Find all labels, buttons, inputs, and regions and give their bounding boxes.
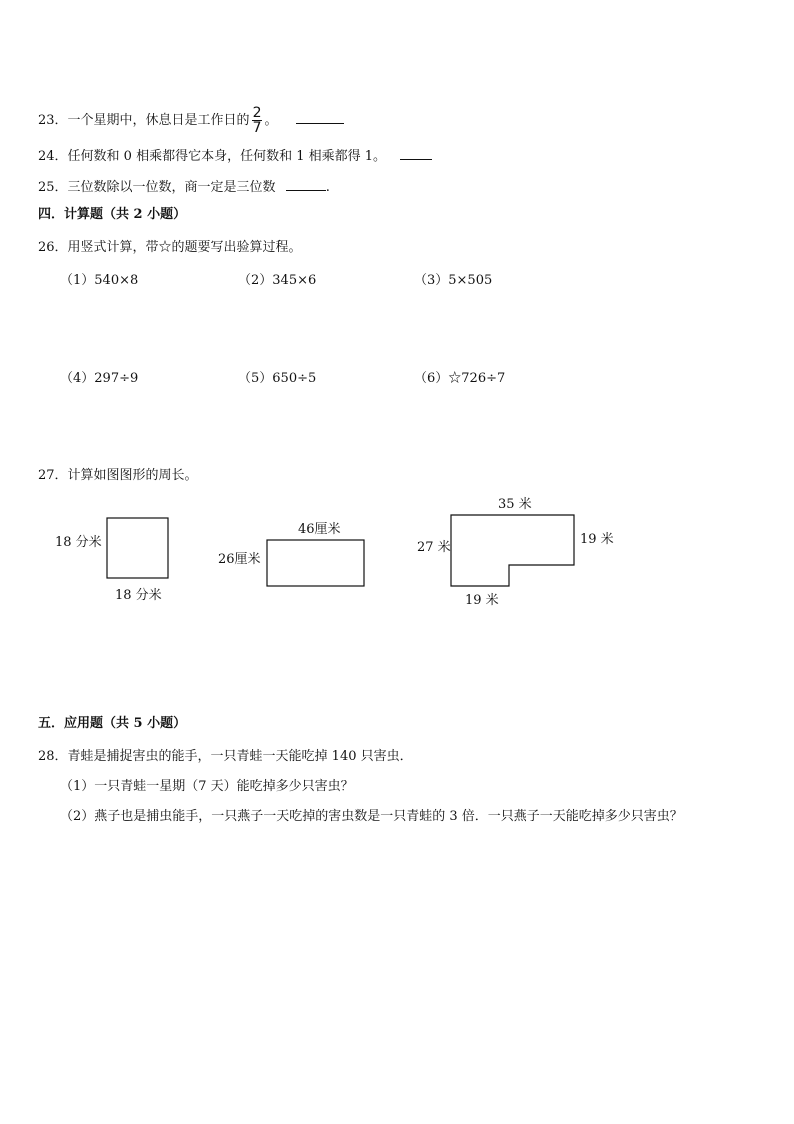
rectangle-top-label: 46厘米 (298, 522, 341, 537)
question-number: 24． (38, 149, 68, 164)
question-text: 青蛙是捕捉害虫的能手，一只青蛙一天能吃掉 140 只害虫． (67, 749, 413, 764)
l-shape-right-label: 19 米 (580, 532, 614, 547)
square-shape (107, 518, 168, 578)
calc-item-3: （3）5×505 (414, 273, 493, 288)
rectangle-left-label: 26厘米 (218, 552, 261, 567)
section-title-application: 五．应用题（共 5 小题） (38, 716, 187, 731)
question-text: 用竖式计算，带☆的题要写出验算过程。 (67, 240, 302, 255)
question-text-end: 。 (264, 113, 278, 128)
question-24 (38, 145, 432, 166)
answer-blank[interactable] (400, 145, 432, 160)
question-number: 28． (38, 749, 68, 764)
question-text: 任何数和 0 相乘都得它本身，任何数和 1 相乘都得 1。 (67, 149, 387, 164)
question-text: 计算如图图形的周长。 (67, 468, 198, 483)
question-28-sub-2: （2）燕子也是捕虫能手，一只燕子一天吃掉的害虫数是一只青蛙的 3 倍．一只燕子一天能吃掉多少只害虫？ (60, 809, 683, 824)
question-28-sub-1: （1）一只青蛙一星期（7 天）能吃掉多少只害虫？ (60, 779, 354, 794)
l-shape-top-label: 35 米 (498, 497, 532, 512)
question-28 (38, 748, 413, 766)
fraction-denominator: 7 (252, 120, 262, 136)
question-number: 25． (38, 180, 68, 195)
answer-blank[interactable] (286, 176, 326, 191)
calc-item-1: （1）540×8 (60, 273, 139, 288)
question-27 (38, 467, 198, 485)
l-shape-left-label: 27 米 (417, 540, 451, 555)
question-23 (38, 106, 344, 135)
calc-item-6: （6）☆726÷7 (414, 371, 506, 386)
question-text: 一个星期中，休息日是工作日的 (67, 113, 250, 128)
calc-item-5: （5）650÷5 (238, 371, 317, 386)
square-left-label: 18 分米 (55, 535, 102, 550)
section-title-calculation: 四．计算题（共 2 小题） (38, 207, 187, 222)
fraction (252, 106, 263, 135)
question-text: 三位数除以一位数，商一定是三位数 (67, 180, 276, 195)
question-number: 26． (38, 240, 68, 255)
question-end: . (325, 180, 330, 195)
question-26 (38, 239, 302, 257)
square-bottom-label: 18 分米 (115, 588, 162, 603)
fraction-numerator: 2 (252, 105, 262, 121)
calc-item-2: （2）345×6 (238, 273, 317, 288)
calc-item-4: （4）297÷9 (60, 371, 139, 386)
perimeter-figures (0, 490, 794, 630)
question-number: 27． (38, 468, 68, 483)
question-number: 23． (38, 113, 68, 128)
l-shape (451, 515, 574, 586)
answer-blank[interactable] (296, 109, 344, 124)
l-shape-bottom-label: 19 米 (465, 593, 499, 608)
rectangle-shape (267, 540, 364, 586)
question-25 (38, 176, 330, 197)
